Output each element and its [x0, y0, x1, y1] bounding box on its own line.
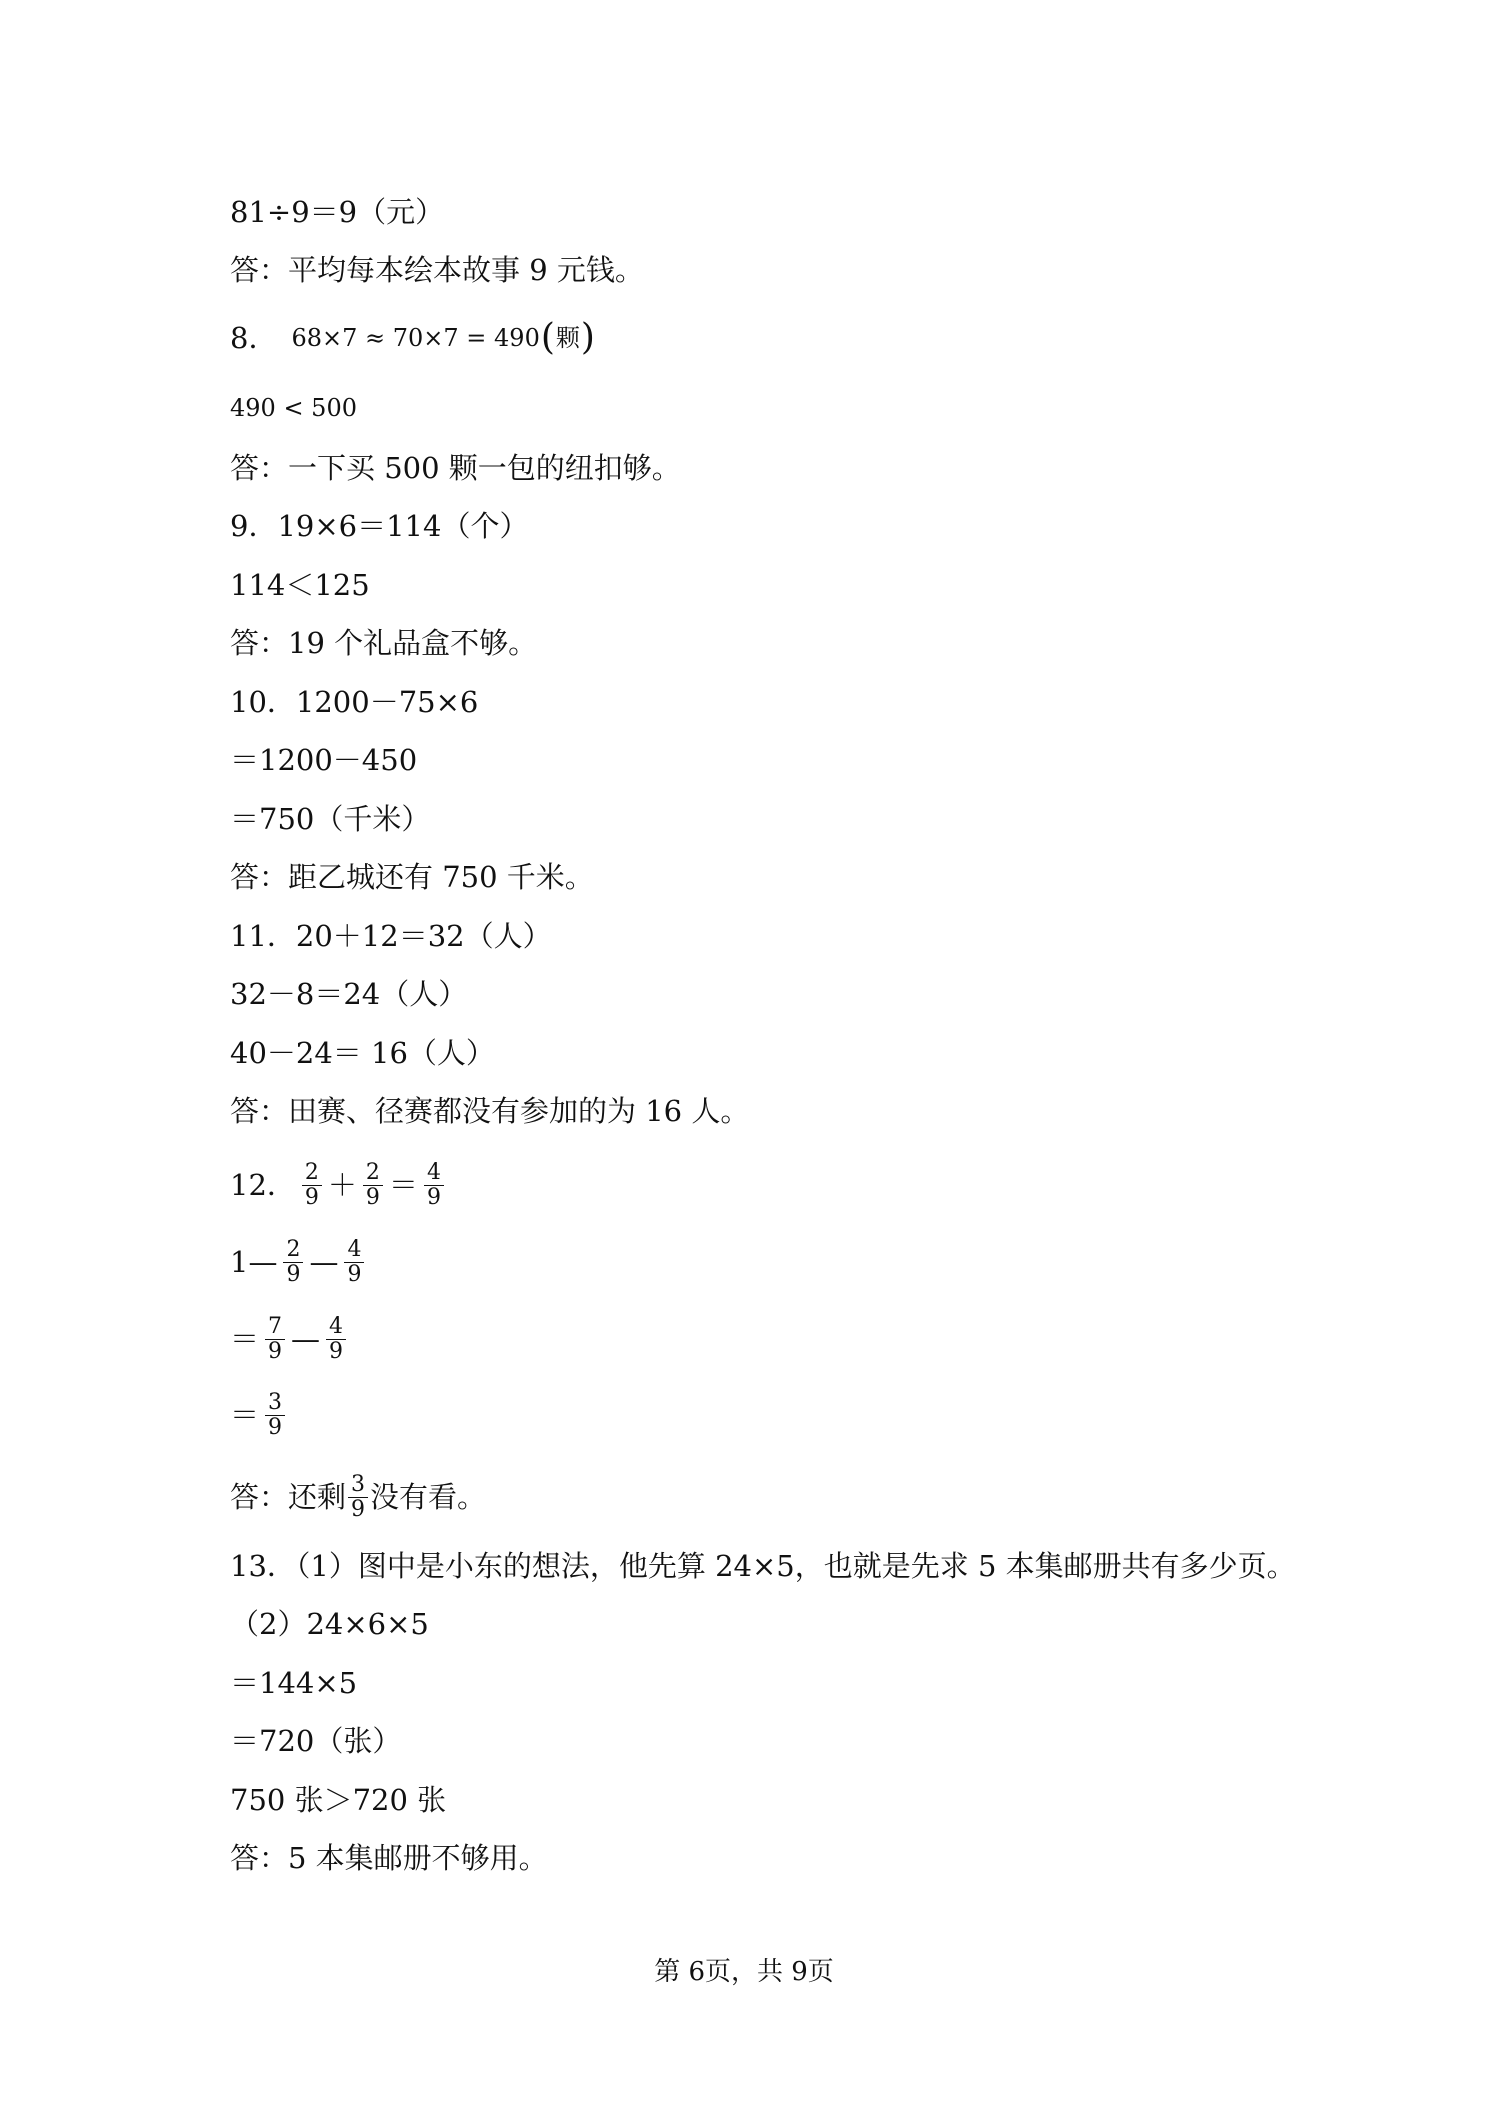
denominator: 9 — [268, 1414, 283, 1440]
text-line: 750 张＞720 张 — [230, 1783, 447, 1817]
unit-text: 颗 — [555, 324, 580, 352]
denominator: 9 — [351, 1496, 366, 1522]
operator: 1— — [230, 1245, 278, 1279]
equation: 68×7 ≈ 70×7 = 490 — [291, 324, 540, 352]
numerator: 2 — [363, 1161, 383, 1186]
numerator: 2 — [302, 1161, 322, 1186]
text-line: ＝750（千米） — [230, 802, 431, 836]
answer-prefix: 答：还剩 — [230, 1480, 347, 1514]
equation-line — [230, 1380, 291, 1450]
text-line: 81÷9＝9（元） — [230, 195, 445, 229]
text-line: 13．（1）图中是小东的想法，他先算 24×5，也就是先求 5 本集邮册共有多少页。 — [230, 1549, 1296, 1583]
answer-suffix: 没有看。 — [370, 1480, 487, 1514]
numerator: 7 — [265, 1315, 285, 1340]
fraction — [344, 1238, 364, 1287]
text-line: 答：5 本集邮册不够用。 — [230, 1841, 548, 1875]
fraction — [326, 1315, 346, 1364]
denominator: 9 — [365, 1184, 380, 1210]
numerator: 4 — [424, 1161, 444, 1186]
text-line: 490 < 500 — [230, 394, 357, 422]
problem-number: 8． — [230, 321, 278, 355]
text-line: ＝720（张） — [230, 1724, 402, 1758]
page-footer: 第 6页，共 9页 — [654, 1957, 834, 1987]
text-line: ＝1200－450 — [230, 743, 418, 777]
denominator: 9 — [286, 1261, 301, 1287]
answer-line — [230, 1462, 486, 1532]
numerator: 4 — [326, 1315, 346, 1340]
text-line: （2）24×6×5 — [230, 1607, 429, 1641]
problem-8-line — [230, 318, 596, 358]
fraction — [265, 1391, 285, 1440]
numerator: 3 — [265, 1391, 285, 1416]
text-line: 答：距乙城还有 750 千米。 — [230, 860, 594, 894]
denominator: 9 — [329, 1338, 344, 1364]
fraction — [363, 1161, 383, 1210]
denominator: 9 — [304, 1184, 319, 1210]
fraction — [265, 1315, 285, 1364]
text-line: 11．20＋12＝32（人） — [230, 919, 552, 953]
close-paren: ) — [580, 317, 595, 358]
fraction — [424, 1161, 444, 1210]
open-paren: ( — [540, 317, 555, 358]
text-line: 114＜125 — [230, 568, 370, 602]
operator: ＝ — [230, 1398, 260, 1432]
operator: ＝ — [230, 1322, 260, 1356]
denominator: 9 — [268, 1338, 283, 1364]
equation-line — [230, 1227, 370, 1297]
numerator: 3 — [348, 1473, 368, 1498]
text-line: 答：一下买 500 颗一包的纽扣够。 — [230, 451, 681, 485]
text-line: 答：平均每本绘本故事 9 元钱。 — [230, 253, 644, 287]
fraction — [302, 1161, 322, 1210]
text-line: 9．19×6＝114（个） — [230, 509, 529, 543]
operator: — — [291, 1322, 321, 1356]
equation-line — [230, 1304, 352, 1374]
fraction — [348, 1473, 368, 1522]
problem-number: 12． — [230, 1168, 296, 1202]
text-line: 32－8＝24（人） — [230, 977, 468, 1011]
text-line: 答：田赛、径赛都没有参加的为 16 人。 — [230, 1094, 750, 1128]
operator: — — [309, 1245, 339, 1279]
numerator: 2 — [283, 1238, 303, 1263]
text-line: 10．1200－75×6 — [230, 685, 479, 719]
problem-12-line — [230, 1150, 450, 1220]
denominator: 9 — [426, 1184, 441, 1210]
numerator: 4 — [344, 1238, 364, 1263]
text-line: 答：19 个礼品盒不够。 — [230, 626, 538, 660]
text-line: ＝144×5 — [230, 1666, 358, 1700]
operator: ＝ — [388, 1168, 418, 1202]
fraction — [283, 1238, 303, 1287]
text-line: 40－24＝ 16（人） — [230, 1036, 495, 1070]
operator: ＋ — [327, 1168, 357, 1202]
denominator: 9 — [347, 1261, 362, 1287]
